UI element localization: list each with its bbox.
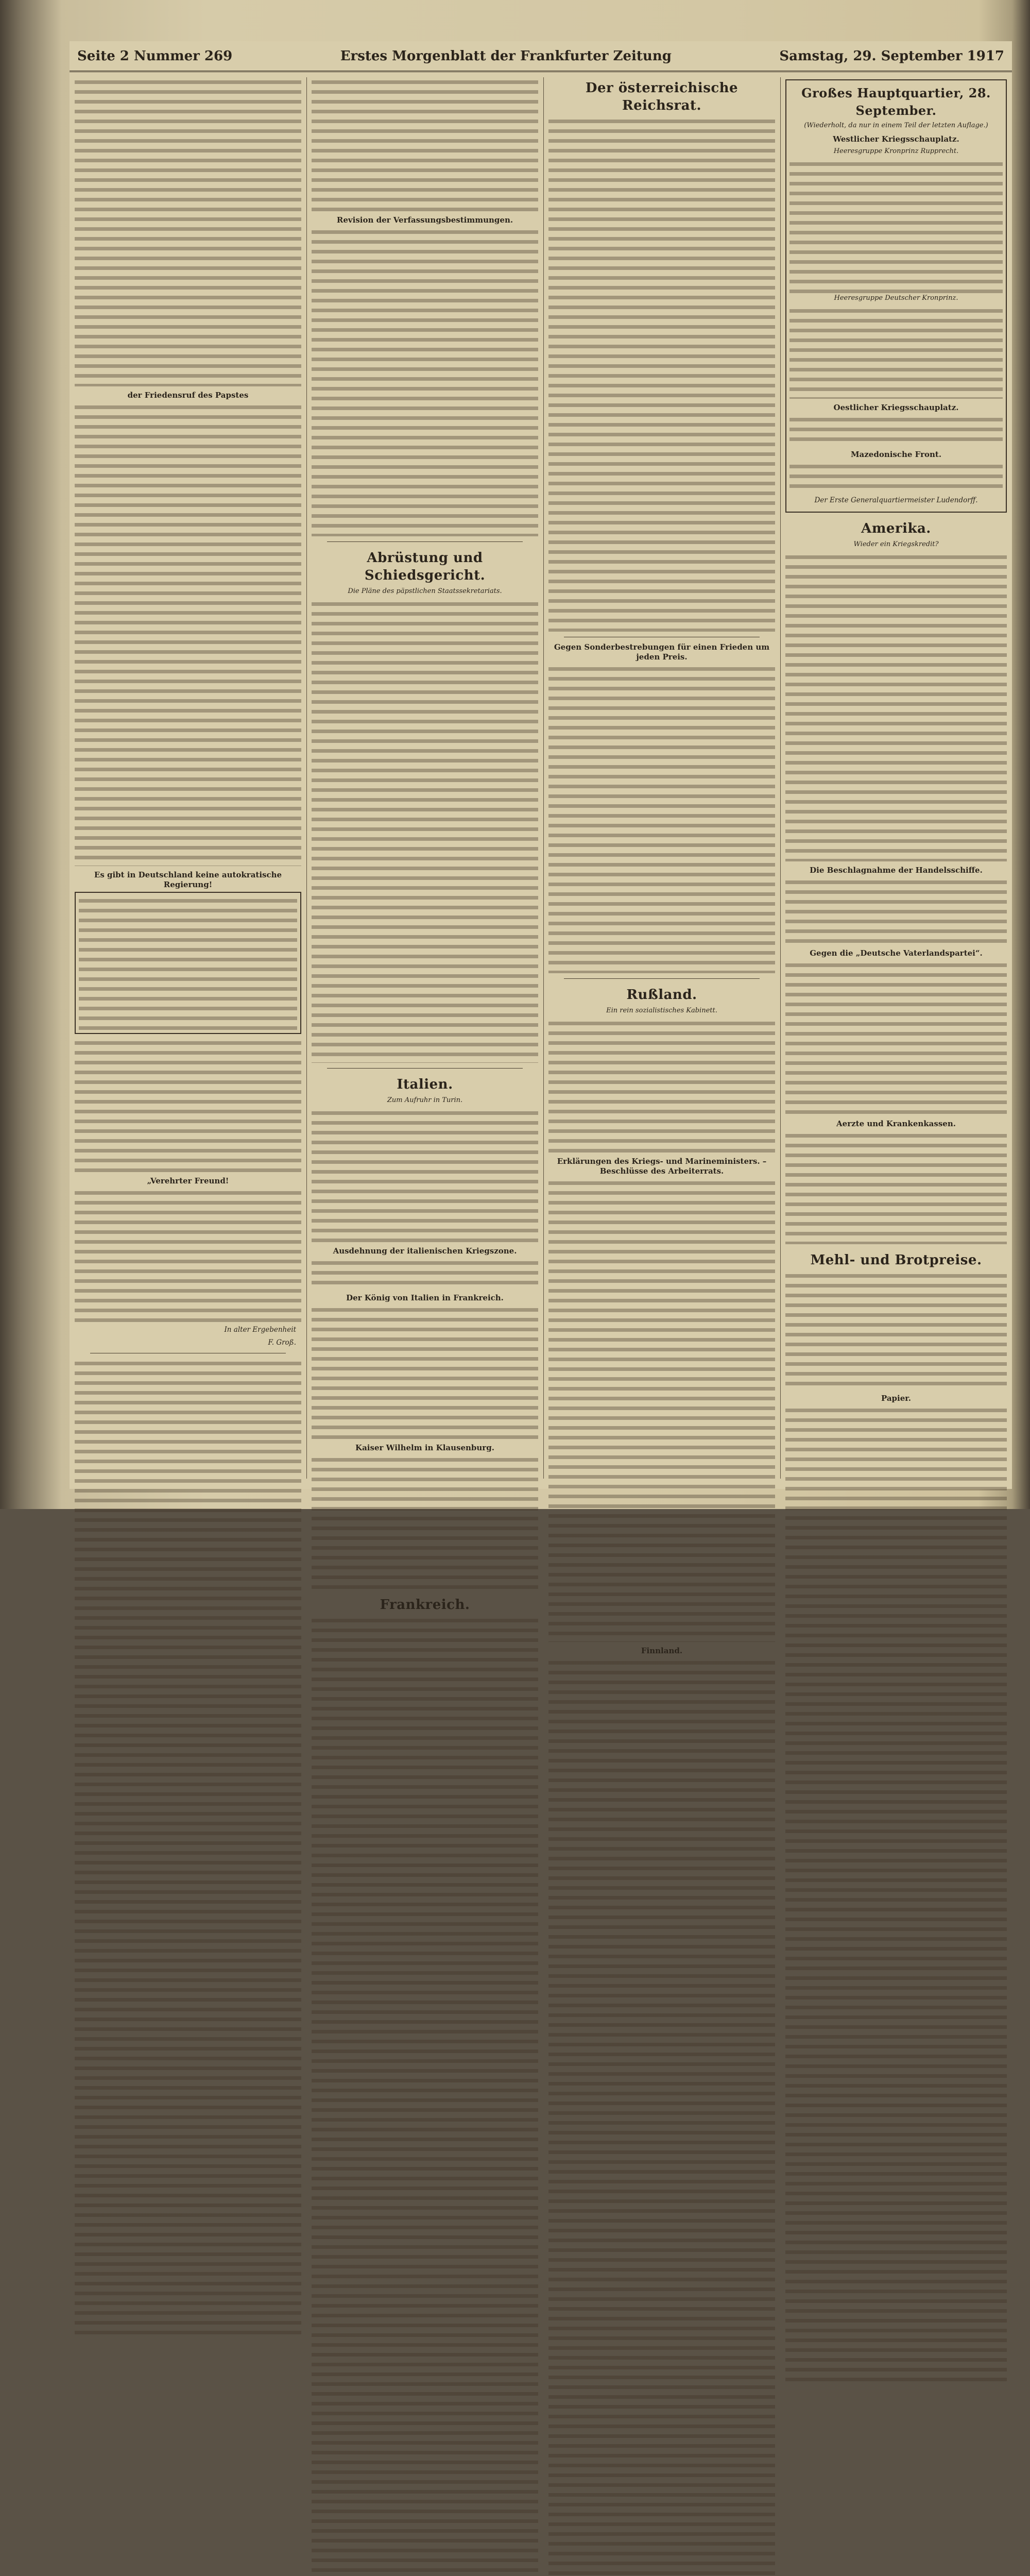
- subheadline-turin: Zum Aufruhr in Turin.: [387, 1096, 463, 1104]
- article-text-block: [75, 77, 301, 386]
- headline-amerika: Amerika.: [861, 521, 931, 536]
- article-text-block: [548, 664, 775, 973]
- section-heading-rupprecht: Heeresgruppe Kronprinz Rupprecht.: [833, 147, 959, 155]
- article-text-block: [785, 1405, 1007, 2384]
- section-heading-erklaerungen: Erklärungen des Kriegs- und Marineministers. – Beschlüsse des Arbeiterrats.: [557, 1157, 767, 1176]
- article-text-block: [789, 462, 1003, 493]
- headline-russland: Rußland.: [626, 987, 697, 1003]
- section-heading-papst: der Friedensruf des Papstes: [127, 391, 249, 400]
- article-text-block: [785, 1131, 1007, 1244]
- column-4: [785, 77, 1007, 1479]
- headline-frankreich: Frankreich.: [380, 1597, 470, 1613]
- section-heading-sonderbestrebungen: Gegen Sonderbestrebungen für einen Frieden um jeden Preis.: [554, 642, 770, 662]
- divider: [327, 541, 523, 542]
- headline-abruestung: Abrüstung und Schiedsgericht.: [364, 550, 486, 583]
- column-3: [548, 77, 775, 1655]
- article-text-block: [789, 415, 1003, 446]
- section-heading-mazedonisch: Mazedonische Front.: [850, 450, 942, 459]
- section-heading-kronprinz: Heeresgruppe Deutscher Kronprinz.: [834, 294, 958, 302]
- article-text-block: [548, 1178, 775, 1642]
- column-1: [75, 77, 301, 1479]
- article-text-block: [785, 960, 1007, 1115]
- signoff: Der Erste Generalquartiermeister Ludendorff.: [814, 496, 978, 504]
- section-heading-revision: Revision der Verfassungsbestimmungen.: [336, 215, 513, 225]
- boxed-statement: [75, 892, 301, 1034]
- headline-mehl: Mehl- und Brotpreise.: [810, 1252, 982, 1268]
- section-heading-papier: Papier.: [881, 1394, 912, 1403]
- article-text-block: [785, 1271, 1007, 1389]
- letter-salutation: „Verehrter Freund!: [147, 1176, 229, 1185]
- section-heading-kaiser: Kaiser Wilhelm in Klausenburg.: [355, 1443, 494, 1452]
- section-heading-finnland: Finnland.: [641, 1646, 683, 1655]
- article-text-block: [789, 306, 1003, 399]
- letter-closing: In alter Ergebenheit: [224, 1326, 296, 1334]
- letter-signature: F. Groß.: [268, 1338, 296, 1347]
- article-text-block: [312, 227, 538, 536]
- section-heading-autokratisch: Es gibt in Deutschland keine autokratische Regierung!: [94, 870, 282, 889]
- column-rule: [306, 77, 307, 1479]
- subheadline-kriegskredit: Wieder ein Kriegskredit?: [853, 540, 939, 548]
- headline-reichsrat: Der österreichische Reichsrat.: [585, 80, 739, 113]
- article-text-block: [75, 1188, 301, 1322]
- masthead-title: Erstes Morgenblatt der Frankfurter Zeitung: [340, 48, 672, 64]
- subheadline-kabinett: Ein rein sozialistisches Kabinett.: [606, 1007, 717, 1014]
- headline-italien: Italien.: [397, 1077, 453, 1092]
- subheadline-wiederholt: (Wiederholt, da nur in einem Teil der letzten Auflage.): [804, 122, 988, 129]
- article-text-block: [312, 1258, 538, 1289]
- article-text-block: [312, 1616, 538, 2576]
- section-heading-handelsschiffe: Die Beschlagnahme der Handelsschiffe.: [810, 866, 983, 875]
- army-report-box: [785, 79, 1007, 513]
- column-2: [312, 77, 538, 1613]
- article-text-block: [312, 1108, 538, 1242]
- headline-hauptquartier: Großes Hauptquartier, 28. September.: [801, 86, 991, 118]
- section-heading-westlich: Westlicher Kriegsschauplatz.: [833, 134, 959, 144]
- section-heading-vaterlandspartei: Gegen die „Deutsche Vaterlandspartei“.: [810, 948, 983, 958]
- article-text-block: [548, 116, 775, 632]
- masthead-page-number: Seite 2 Nummer 269: [77, 48, 233, 64]
- article-text-block: [785, 877, 1007, 944]
- article-text-block: [312, 1305, 538, 1439]
- column-rule: [543, 77, 544, 1479]
- article-text-block: [312, 1455, 538, 1589]
- section-heading-aerzte: Aerzte und Krankenkassen.: [836, 1119, 956, 1128]
- article-text-block: [75, 402, 301, 866]
- newspaper-page: [70, 41, 1012, 1655]
- article-text-block: [79, 896, 297, 1030]
- column-rule: [780, 77, 781, 1479]
- article-text-block: [312, 599, 538, 1063]
- article-text-block: [548, 1658, 775, 2576]
- subheadline-abruestung: Die Pläne des päpstlichen Staatssekretariats.: [348, 587, 502, 595]
- article-text-block: [75, 1038, 301, 1172]
- article-text-block: [75, 1359, 301, 2337]
- divider: [564, 978, 760, 979]
- section-heading-ausdehnung: Ausdehnung der italienischen Kriegszone.: [333, 1246, 517, 1256]
- article-text-block: [785, 552, 1007, 861]
- article-text-block: [789, 159, 1003, 293]
- article-text-block: [548, 1019, 775, 1153]
- masthead-date: Samstag, 29. September 1917: [779, 48, 1004, 64]
- divider: [327, 1068, 523, 1069]
- section-heading-koenig: Der König von Italien in Frankreich.: [346, 1293, 504, 1302]
- article-text-block: [312, 77, 538, 211]
- section-heading-oestlich: Oestlicher Kriegsschauplatz.: [833, 403, 959, 412]
- masthead: [70, 41, 1012, 72]
